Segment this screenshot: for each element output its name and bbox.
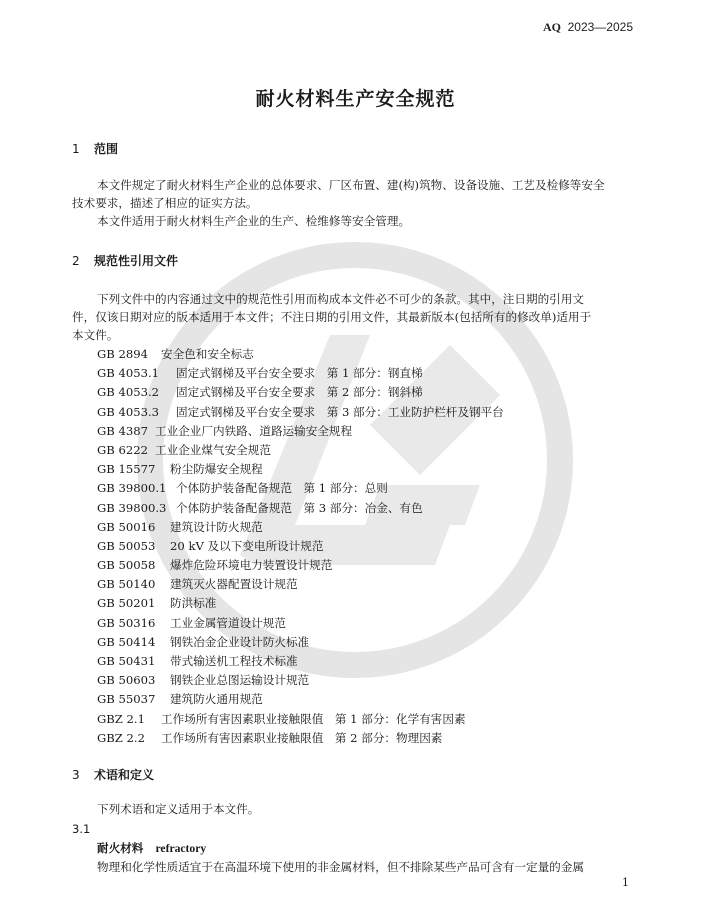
reference-item: GB 39800.1 个体防护装备配备规范 第 1 部分：总则 [97, 481, 388, 496]
section-3-paragraph: 下列术语和定义适用于本文件。 [97, 802, 260, 816]
reference-item: GB 2894 安全色和安全标志 [97, 347, 254, 361]
reference-item: GB 50140 建筑灭火器配置设计规范 [97, 577, 298, 592]
reference-item: GB 4053.1 固定式钢梯及平台安全要求 第 1 部分：钢直梯 [97, 366, 423, 381]
section-2-heading: 2 规范性引用文件 [72, 254, 179, 268]
reference-item: GB 50603 钢铁企业总图运输设计规范 [97, 673, 310, 688]
reference-item: GB 4387 工业企业厂内铁路、道路运输安全规程 [97, 423, 353, 438]
clause-3-1-number: 3.1 [72, 822, 91, 836]
reference-item: GB 50016 建筑设计防火规范 [97, 519, 263, 534]
reference-item: GB 50316 工业金属管道设计规范 [97, 615, 286, 630]
section-2-paragraph-line-2: 件，仅该日期对应的版本适用于本文件；不注日期的引用文件，其最新版本(包括所有的修改单)适用于 [72, 310, 592, 324]
page-number: 1 [622, 876, 629, 889]
reference-item: GB 50414 钢铁冶金企业设计防火标准 [97, 634, 310, 649]
reference-list [97, 345, 637, 748]
section-3-heading: 3 术语和定义 [72, 768, 155, 782]
reference-item: GB 39800.3 个体防护装备配备规范 第 3 部分：冶金、有色 [97, 500, 423, 515]
term-definition: 物理和化学性质适宜于在高温环境下使用的非金属材料，但不排除某些产品可含有一定量的金属 [97, 860, 584, 874]
reference-item: GB 4053.2 固定式钢梯及平台安全要求 第 2 部分：钢斜梯 [97, 385, 423, 400]
reference-item: GB 4053.3 固定式钢梯及平台安全要求 第 3 部分：工业防护栏杆及钢平台 [97, 404, 504, 419]
reference-item: GB 50053 20 kV 及以下变电所设计规范 [97, 538, 324, 553]
reference-item: GB 50431 带式输送机工程技术标准 [97, 654, 298, 668]
reference-item: GB 50201 防洪标准 [97, 596, 217, 611]
reference-item: GB 50058 爆炸危险环境电力装置设计规范 [97, 558, 333, 573]
section-1-paragraph-1: 本文件规定了耐火材料生产企业的总体要求、厂区布置、建(构)筑物、设备设施、工艺及检修等安全 [97, 178, 605, 192]
term-heading: 耐火材料 refractory [97, 841, 207, 855]
section-2-paragraph-line-3: 本文件。 [72, 328, 119, 342]
section-1-paragraph-2: 本文件适用于耐火材料生产企业的生产、检维修等安全管理。 [97, 214, 411, 228]
document-title: 耐火材料生产安全规范 [255, 88, 456, 110]
reference-item: GBZ 2.2 工作场所有害因素职业接触限值 第 2 部分：物理因素 [97, 730, 443, 745]
section-1-heading: 1 范围 [72, 142, 119, 156]
standard-code: AQ 2023—2025 [542, 20, 633, 34]
section-1-paragraph-1-cont: 技术要求，描述了相应的证实方法。 [72, 196, 258, 210]
reference-item: GBZ 2.1 工作场所有害因素职业接触限值 第 1 部分：化学有害因素 [97, 711, 466, 726]
reference-item: GB 6222 工业企业煤气安全规范 [97, 442, 271, 457]
reference-item: GB 55037 建筑防火通用规范 [97, 692, 263, 707]
reference-item: GB 15577 粉尘防爆安全规程 [97, 462, 263, 477]
section-2-paragraph-line-1: 下列文件中的内容通过文中的规范性引用而构成本文件必不可少的条款。其中，注日期的引用文 [97, 292, 584, 306]
